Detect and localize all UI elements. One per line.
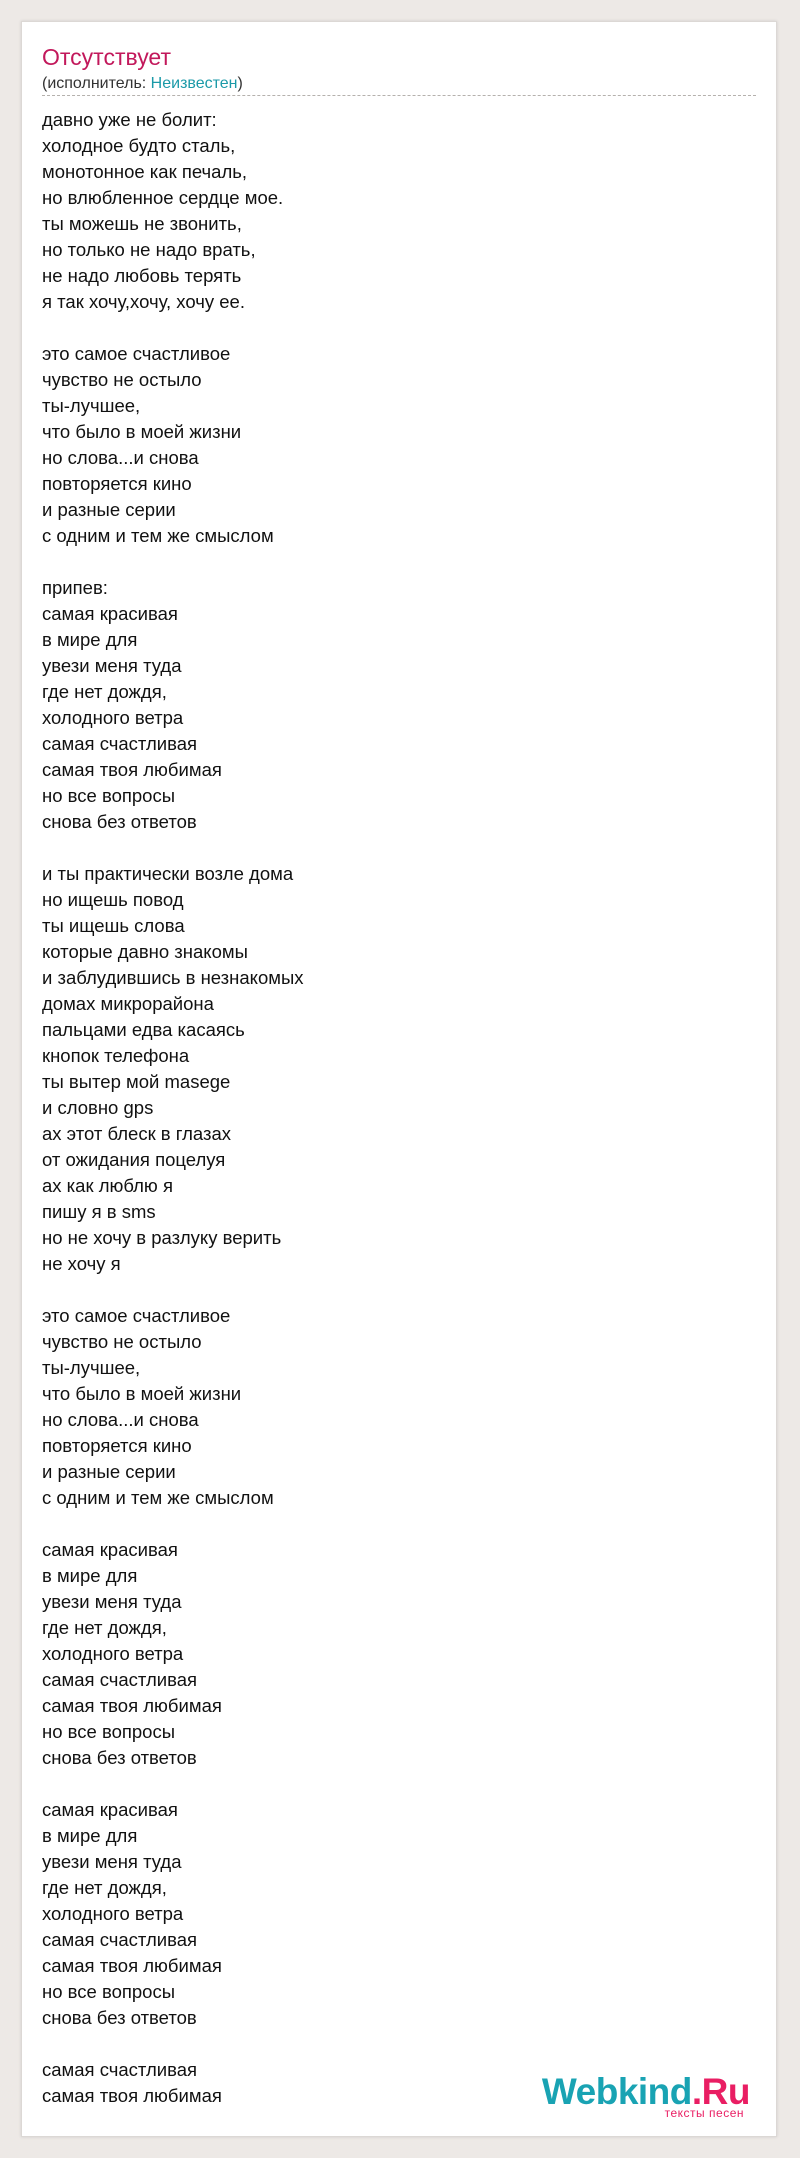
lyrics-line: снова без ответов	[42, 811, 197, 832]
lyrics-line: ты-лучшее,	[42, 395, 141, 416]
lyrics-line: и разные серии	[42, 499, 176, 520]
lyrics-line: ты-лучшее,	[42, 1357, 141, 1378]
lyrics-line: домах микрорайона	[42, 993, 214, 1014]
lyrics-line: где нет дождя,	[42, 1617, 167, 1638]
lyrics-line: где нет дождя,	[42, 1877, 167, 1898]
lyrics-line: и ты практически возле дома	[42, 863, 294, 884]
lyrics-line: самая счастливая	[42, 1929, 198, 1950]
lyrics-line: припев:	[42, 577, 108, 598]
lyrics-line: которые давно знакомы	[42, 941, 248, 962]
lyrics-line: но слова...и снова	[42, 1409, 199, 1430]
lyrics-line: кнопок телефона	[42, 1045, 190, 1066]
lyrics-line: монотонное как печаль,	[42, 161, 248, 182]
webkind-logo[interactable]	[542, 2072, 750, 2120]
lyrics-stanza-break	[42, 1511, 742, 1537]
lyrics-line: холодного ветра	[42, 1903, 184, 1924]
lyrics-stanza-break	[42, 1277, 742, 1303]
lyrics-line: повторяется кино	[42, 473, 192, 494]
lyrics-line: самая твоя любимая	[42, 1955, 222, 1976]
lyrics-line: снова без ответов	[42, 1747, 197, 1768]
lyrics-line: в мире для	[42, 1825, 138, 1846]
lyrics-line: ты ищешь слова	[42, 915, 185, 936]
lyrics-line: самая красивая	[42, 1539, 178, 1560]
logo-brand-name: Webkind	[541, 2071, 692, 2112]
logo-brand-tld: .Ru	[691, 2071, 750, 2112]
lyrics-stanza-break	[42, 315, 742, 341]
lyrics-line: в мире для	[42, 629, 138, 650]
lyrics-line: увези меня туда	[42, 655, 182, 676]
lyrics-line: но все вопросы	[42, 1981, 175, 2002]
lyrics-line: чувство не остыло	[42, 369, 202, 390]
lyrics-stanza-break	[42, 549, 742, 575]
lyrics-line: самая твоя любимая	[42, 759, 222, 780]
lyrics-line: и словно gps	[42, 1097, 154, 1118]
lyrics-line: я так хочу,хочу, хочу ее.	[42, 291, 245, 312]
lyrics-line: самая твоя любимая	[42, 2085, 222, 2106]
lyrics-line: что было в моей жизни	[42, 421, 242, 442]
lyrics-line: но все вопросы	[42, 785, 175, 806]
lyrics-line: пишу я в sms	[42, 1201, 156, 1222]
lyrics-line: не надо любовь терять	[42, 265, 242, 286]
lyrics-line: ах как люблю я	[42, 1175, 173, 1196]
artist-link[interactable]: Неизвестен	[150, 75, 238, 92]
lyrics-line: но слова...и снова	[42, 447, 199, 468]
artist-prefix: (исполнитель:	[42, 75, 151, 92]
artist-line	[42, 74, 243, 94]
lyrics-line: и заблудившись в незнакомых	[42, 967, 304, 988]
lyrics-line: это самое счастливое	[42, 1305, 231, 1326]
lyrics-line: но не хочу в разлуку верить	[42, 1227, 282, 1248]
lyrics-stanza-break	[42, 1771, 742, 1797]
lyrics-text	[42, 107, 742, 2109]
lyrics-line: чувство не остыло	[42, 1331, 202, 1352]
lyrics-line: холодного ветра	[42, 707, 184, 728]
lyrics-line: и разные серии	[42, 1461, 176, 1482]
lyrics-line: не хочу я	[42, 1253, 121, 1274]
lyrics-line: самая счастливая	[42, 1669, 198, 1690]
song-title: Отсутствует	[42, 44, 171, 70]
lyrics-line: увези меня туда	[42, 1851, 182, 1872]
lyrics-line: где нет дождя,	[42, 681, 167, 702]
lyrics-line: но ищешь повод	[42, 889, 184, 910]
lyrics-line: но все вопросы	[42, 1721, 175, 1742]
lyrics-line: холодное будто сталь,	[42, 135, 236, 156]
lyrics-line: пальцами едва касаясь	[42, 1019, 245, 1040]
lyrics-line: самая счастливая	[42, 2059, 198, 2080]
lyrics-line: повторяется кино	[42, 1435, 192, 1456]
lyrics-line: но только не надо врать,	[42, 239, 256, 260]
logo-tagline: тексты песен	[664, 2106, 744, 2120]
lyrics-line: но влюбленное сердце мое.	[42, 187, 284, 208]
artist-suffix: )	[237, 75, 243, 92]
lyrics-card	[21, 21, 777, 2137]
lyrics-line: самая красивая	[42, 1799, 178, 1820]
lyrics-line: с одним и тем же смыслом	[42, 1487, 274, 1508]
lyrics-stanza-break	[42, 835, 742, 861]
lyrics-line: от ожидания поцелуя	[42, 1149, 226, 1170]
lyrics-line: с одним и тем же смыслом	[42, 525, 274, 546]
lyrics-line: холодного ветра	[42, 1643, 184, 1664]
lyrics-line: давно уже не болит:	[42, 109, 217, 130]
lyrics-line: снова без ответов	[42, 2007, 197, 2028]
lyrics-line: самая счастливая	[42, 733, 198, 754]
lyrics-line: самая твоя любимая	[42, 1695, 222, 1716]
lyrics-line: это самое счастливое	[42, 343, 231, 364]
lyrics-line: ты можешь не звонить,	[42, 213, 242, 234]
lyrics-line: в мире для	[42, 1565, 138, 1586]
lyrics-line: увези меня туда	[42, 1591, 182, 1612]
lyrics-line: что было в моей жизни	[42, 1383, 242, 1404]
title-divider	[42, 95, 756, 96]
lyrics-line: ах этот блеск в глазах	[42, 1123, 232, 1144]
lyrics-line: ты вытер мой masege	[42, 1071, 231, 1092]
lyrics-line: самая красивая	[42, 603, 178, 624]
lyrics-stanza-break	[42, 2031, 742, 2057]
